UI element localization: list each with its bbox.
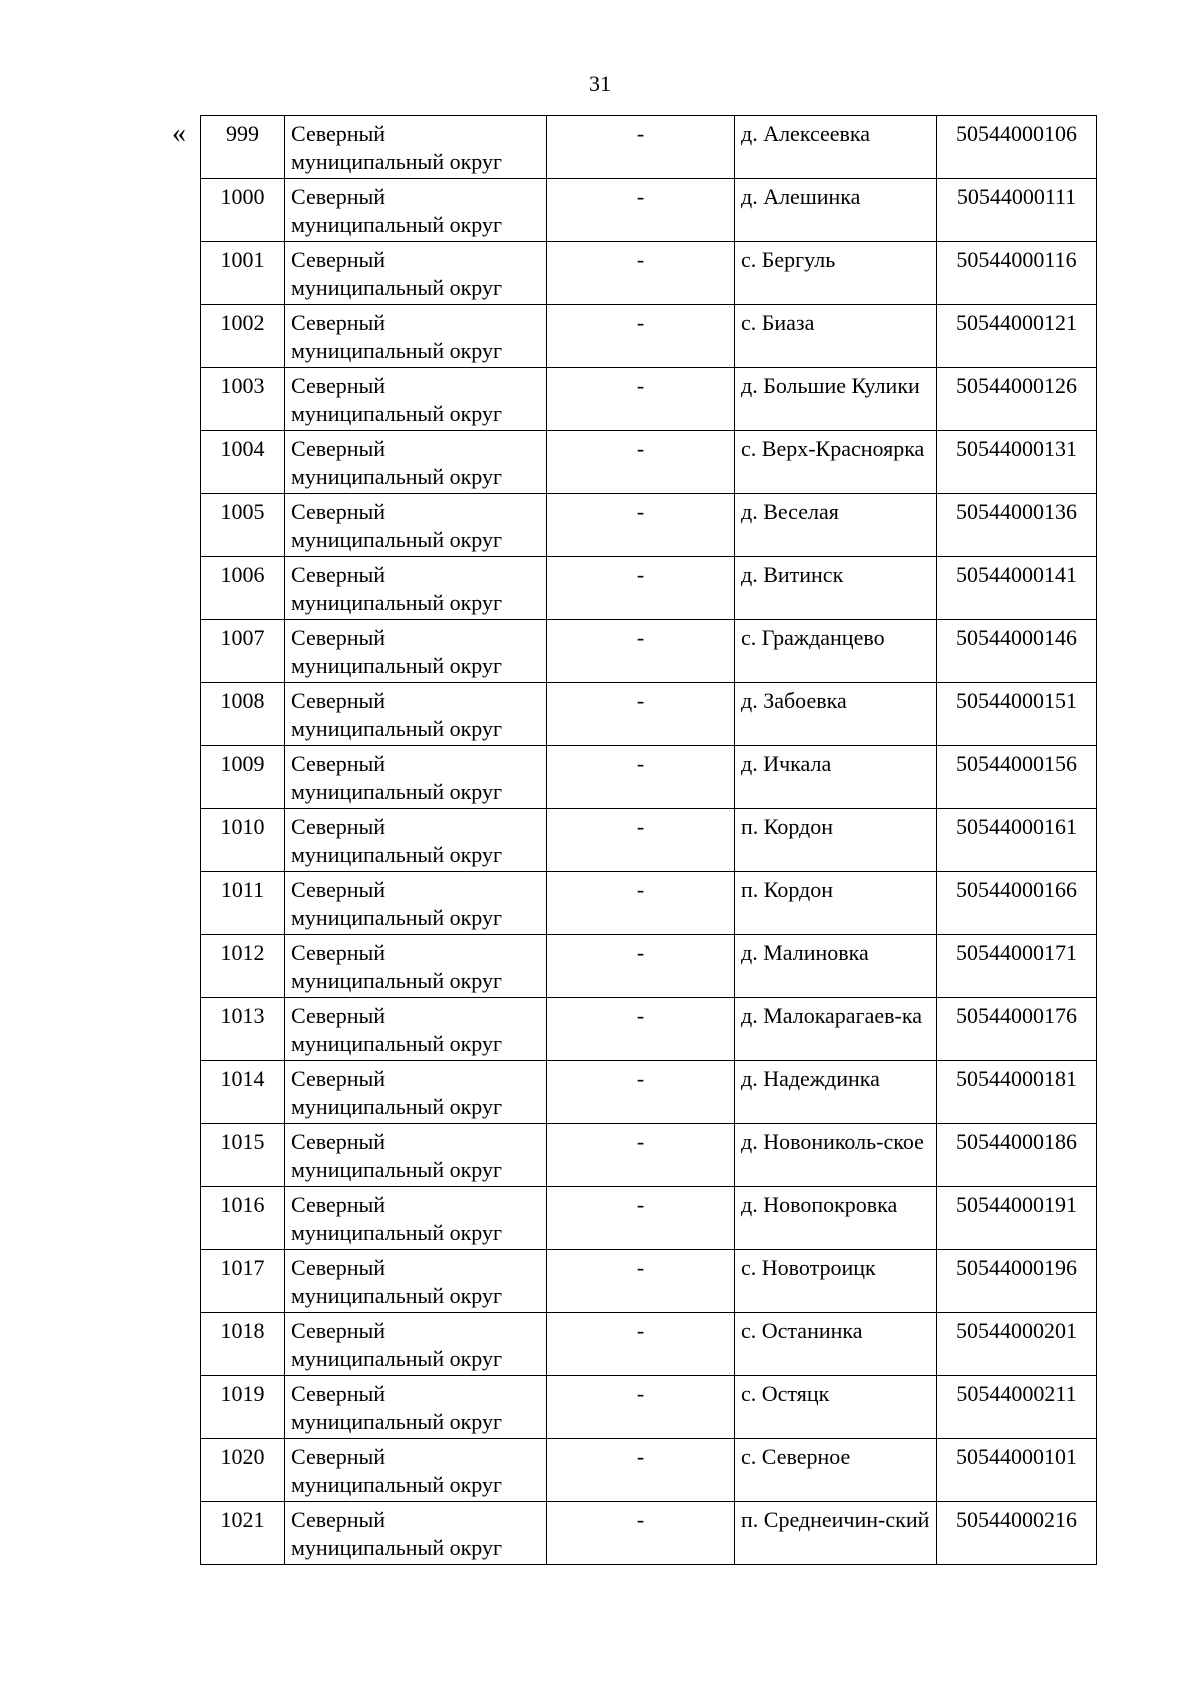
municipality-name: Северный муниципальный округ (285, 116, 547, 179)
oktmo-code: 50544000166 (937, 872, 1097, 935)
table-row (201, 116, 1097, 179)
municipality-name: Северный муниципальный округ (285, 746, 547, 809)
oktmo-code: 50544000211 (937, 1376, 1097, 1439)
dash-cell: - (547, 1061, 735, 1124)
table-row (201, 620, 1097, 683)
oktmo-code: 50544000106 (937, 116, 1097, 179)
dash-cell: - (547, 1187, 735, 1250)
row-number: 1009 (201, 746, 285, 809)
municipality-name: Северный муниципальный округ (285, 1376, 547, 1439)
dash-cell: - (547, 557, 735, 620)
oktmo-code: 50544000111 (937, 179, 1097, 242)
oktmo-code: 50544000191 (937, 1187, 1097, 1250)
table-row (201, 935, 1097, 998)
table-row (201, 1502, 1097, 1565)
oktmo-code: 50544000196 (937, 1250, 1097, 1313)
municipality-name: Северный муниципальный округ (285, 683, 547, 746)
table-row (201, 1313, 1097, 1376)
municipality-name: Северный муниципальный округ (285, 557, 547, 620)
row-number: 1008 (201, 683, 285, 746)
dash-cell: - (547, 620, 735, 683)
row-number: 1003 (201, 368, 285, 431)
dash-cell: - (547, 1250, 735, 1313)
dash-cell: - (547, 368, 735, 431)
table-row (201, 1061, 1097, 1124)
municipality-name: Северный муниципальный округ (285, 1502, 547, 1565)
row-number: 1002 (201, 305, 285, 368)
settlement-name: п. Кордон (735, 809, 937, 872)
settlement-name: с. Остяцк (735, 1376, 937, 1439)
oktmo-code: 50544000201 (937, 1313, 1097, 1376)
municipality-name: Северный муниципальный округ (285, 1313, 547, 1376)
settlement-name: д. Новониколь-ское (735, 1124, 937, 1187)
row-number: 1016 (201, 1187, 285, 1250)
row-number: 1000 (201, 179, 285, 242)
table-row (201, 683, 1097, 746)
municipality-name: Северный муниципальный округ (285, 431, 547, 494)
oktmo-code: 50544000171 (937, 935, 1097, 998)
row-number: 1015 (201, 1124, 285, 1187)
table-row (201, 1250, 1097, 1313)
table-row (201, 998, 1097, 1061)
table-row (201, 1376, 1097, 1439)
oktmo-code: 50544000136 (937, 494, 1097, 557)
oktmo-code: 50544000146 (937, 620, 1097, 683)
oktmo-code: 50544000116 (937, 242, 1097, 305)
row-number: 1012 (201, 935, 285, 998)
municipality-name: Северный муниципальный округ (285, 1124, 547, 1187)
settlement-name: д. Большие Кулики (735, 368, 937, 431)
table-row (201, 368, 1097, 431)
dash-cell: - (547, 179, 735, 242)
dash-cell: - (547, 746, 735, 809)
table-row (201, 242, 1097, 305)
oktmo-code: 50544000156 (937, 746, 1097, 809)
table-row (201, 746, 1097, 809)
municipality-name: Северный муниципальный округ (285, 620, 547, 683)
municipality-name: Северный муниципальный округ (285, 935, 547, 998)
settlements-table-body (201, 116, 1097, 1565)
municipality-name: Северный муниципальный округ (285, 494, 547, 557)
dash-cell: - (547, 1502, 735, 1565)
municipality-name: Северный муниципальный округ (285, 1061, 547, 1124)
row-number: 1006 (201, 557, 285, 620)
row-number: 1007 (201, 620, 285, 683)
settlement-name: д. Веселая (735, 494, 937, 557)
table-row (201, 1439, 1097, 1502)
table-row (201, 557, 1097, 620)
oktmo-code: 50544000161 (937, 809, 1097, 872)
dash-cell: - (547, 1439, 735, 1502)
settlement-name: д. Ичкала (735, 746, 937, 809)
table-row (201, 179, 1097, 242)
dash-cell: - (547, 494, 735, 557)
dash-cell: - (547, 1313, 735, 1376)
settlements-table (200, 115, 1097, 1565)
row-number: 999 (201, 116, 285, 179)
table-row (201, 305, 1097, 368)
settlement-name: д. Малокарагаев-ка (735, 998, 937, 1061)
row-number: 1005 (201, 494, 285, 557)
settlement-name: с. Новотроицк (735, 1250, 937, 1313)
oktmo-code: 50544000101 (937, 1439, 1097, 1502)
table-row (201, 809, 1097, 872)
row-number: 1013 (201, 998, 285, 1061)
dash-cell: - (547, 872, 735, 935)
dash-cell: - (547, 116, 735, 179)
dash-cell: - (547, 431, 735, 494)
settlement-name: д. Витинск (735, 557, 937, 620)
row-number: 1001 (201, 242, 285, 305)
settlement-name: с. Бергуль (735, 242, 937, 305)
settlement-name: с. Биаза (735, 305, 937, 368)
dash-cell: - (547, 242, 735, 305)
municipality-name: Северный муниципальный округ (285, 242, 547, 305)
table-row (201, 872, 1097, 935)
table-row (201, 1187, 1097, 1250)
row-number: 1018 (201, 1313, 285, 1376)
settlement-name: с. Останинка (735, 1313, 937, 1376)
oktmo-code: 50544000121 (937, 305, 1097, 368)
settlement-name: п. Кордон (735, 872, 937, 935)
row-number: 1020 (201, 1439, 285, 1502)
row-number: 1021 (201, 1502, 285, 1565)
page-number: 31 (589, 71, 611, 96)
municipality-name: Северный муниципальный округ (285, 1250, 547, 1313)
settlement-name: с. Северное (735, 1439, 937, 1502)
table-row (201, 494, 1097, 557)
table-row (201, 431, 1097, 494)
municipality-name: Северный муниципальный округ (285, 872, 547, 935)
municipality-name: Северный муниципальный округ (285, 368, 547, 431)
row-number: 1017 (201, 1250, 285, 1313)
dash-cell: - (547, 305, 735, 368)
municipality-name: Северный муниципальный округ (285, 179, 547, 242)
row-number: 1011 (201, 872, 285, 935)
settlement-name: д. Малиновка (735, 935, 937, 998)
settlement-name: д. Алексеевка (735, 116, 937, 179)
municipality-name: Северный муниципальный округ (285, 1187, 547, 1250)
dash-cell: - (547, 809, 735, 872)
settlement-name: д. Надеждинка (735, 1061, 937, 1124)
municipality-name: Северный муниципальный округ (285, 305, 547, 368)
dash-cell: - (547, 935, 735, 998)
row-number: 1010 (201, 809, 285, 872)
row-number: 1014 (201, 1061, 285, 1124)
dash-cell: - (547, 998, 735, 1061)
oktmo-code: 50544000131 (937, 431, 1097, 494)
settlement-name: с. Верх-Красноярка (735, 431, 937, 494)
settlement-name: с. Гражданцево (735, 620, 937, 683)
municipality-name: Северный муниципальный округ (285, 809, 547, 872)
oktmo-code: 50544000151 (937, 683, 1097, 746)
dash-cell: - (547, 1376, 735, 1439)
oktmo-code: 50544000181 (937, 1061, 1097, 1124)
oktmo-code: 50544000186 (937, 1124, 1097, 1187)
dash-cell: - (547, 1124, 735, 1187)
row-number: 1004 (201, 431, 285, 494)
oktmo-code: 50544000176 (937, 998, 1097, 1061)
oktmo-code: 50544000216 (937, 1502, 1097, 1565)
settlement-name: д. Новопокровка (735, 1187, 937, 1250)
opening-quote-mark: « (172, 118, 186, 149)
municipality-name: Северный муниципальный округ (285, 998, 547, 1061)
settlement-name: д. Забоевка (735, 683, 937, 746)
municipality-name: Северный муниципальный округ (285, 1439, 547, 1502)
dash-cell: - (547, 683, 735, 746)
table-row (201, 1124, 1097, 1187)
oktmo-code: 50544000126 (937, 368, 1097, 431)
settlement-name: п. Среднеичин-ский (735, 1502, 937, 1565)
row-number: 1019 (201, 1376, 285, 1439)
oktmo-code: 50544000141 (937, 557, 1097, 620)
settlement-name: д. Алешинка (735, 179, 937, 242)
